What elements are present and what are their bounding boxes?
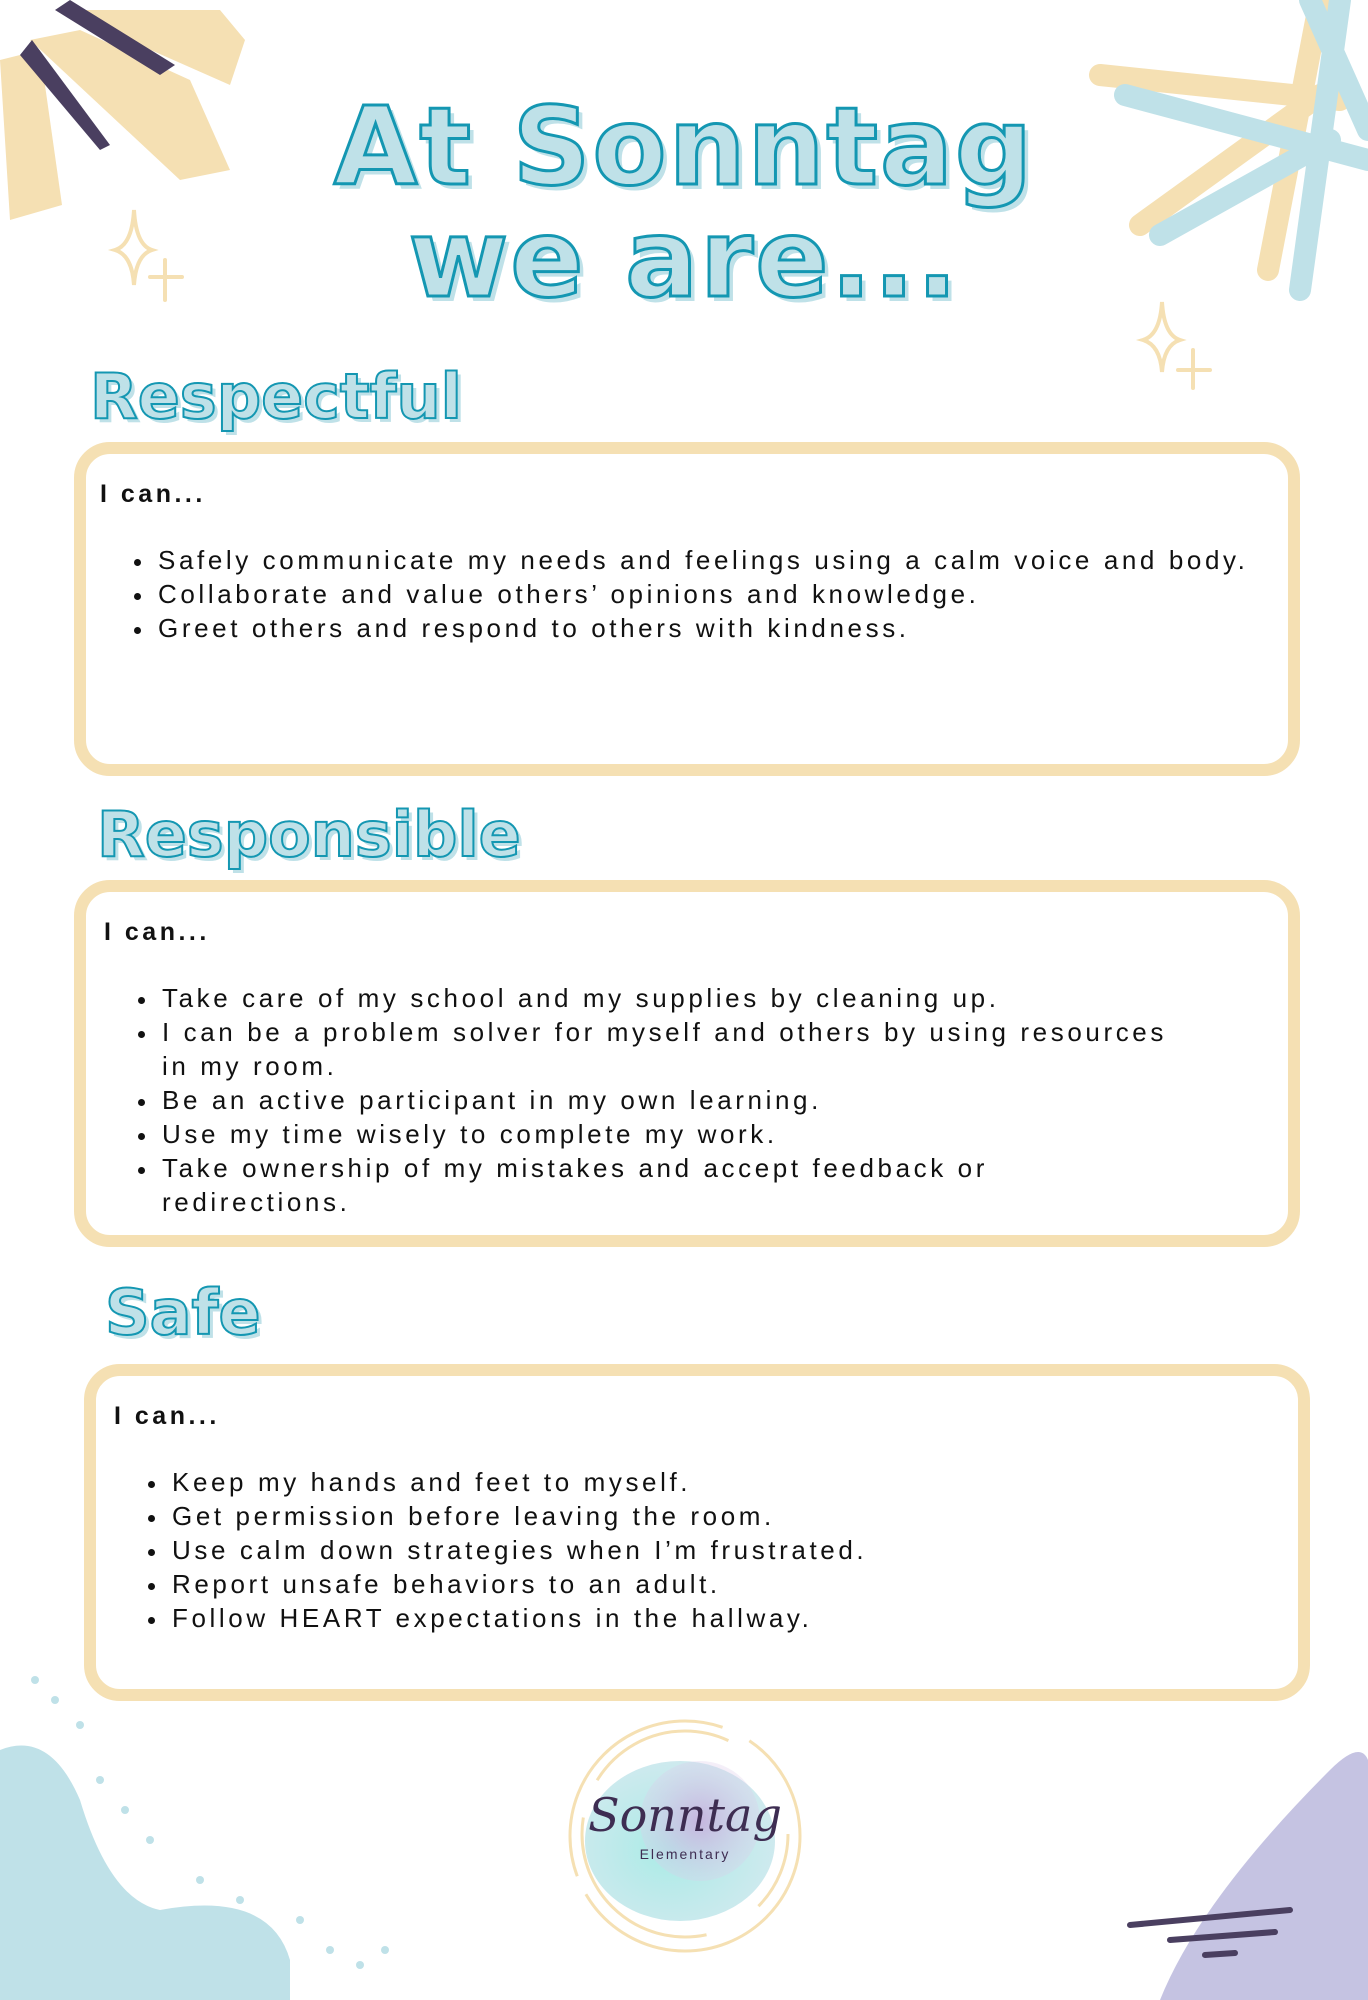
page-title-line-1: At Sonntag: [333, 85, 1035, 210]
bottom-right-decoration: [1130, 1752, 1368, 2000]
safe-card: [84, 1364, 1310, 1701]
section-heading-responsible: Responsible: [97, 798, 521, 871]
section-heading-safe: Safe: [105, 1276, 261, 1349]
list-item: • Report unsafe behaviors to an adult.: [168, 1567, 1278, 1601]
list-item: • Safely communicate my needs and feelings using a calm voice and body.: [154, 543, 1268, 577]
list-item: • Greet others and respond to others with kindness.: [154, 611, 1268, 645]
section-heading-respectful: Respectful: [90, 360, 462, 433]
respectful-list: [100, 543, 1268, 645]
list-item: • Use my time wisely to complete my work.: [158, 1117, 1168, 1151]
bottom-left-blob-decoration: [0, 1676, 389, 2000]
list-item: • Be an active participant in my own learning.: [158, 1083, 1168, 1117]
respectful-card: [74, 442, 1300, 776]
responsible-list: [104, 981, 1268, 1219]
list-item: • I can be a problem solver for myself and others by using resources in my room.: [158, 1015, 1168, 1083]
list-item: • Take care of my school and my supplies by cleaning up.: [158, 981, 1168, 1015]
school-logo: [565, 1716, 805, 1956]
safe-list: [114, 1465, 1278, 1635]
list-item: • Follow HEART expectations in the hallway.: [168, 1601, 1278, 1635]
list-item: • Get permission before leaving the room.: [168, 1499, 1278, 1533]
intro-text: I can...: [114, 1402, 220, 1430]
responsible-card: [74, 880, 1300, 1247]
logo-subtitle: Elementary: [639, 1846, 731, 1862]
page-title-line-2: we are...: [408, 197, 960, 322]
list-item: • Keep my hands and feet to myself.: [168, 1465, 1278, 1499]
list-item: • Take ownership of my mistakes and accept feedback or redirections.: [158, 1151, 1168, 1219]
list-item: • Use calm down strategies when I’m frustrated.: [168, 1533, 1278, 1567]
intro-text: I can...: [104, 918, 210, 946]
logo-script-text: Sonntag: [588, 1788, 782, 1842]
intro-text: I can...: [100, 480, 206, 508]
list-item: • Collaborate and value others’ opinions and knowledge.: [154, 577, 1268, 611]
